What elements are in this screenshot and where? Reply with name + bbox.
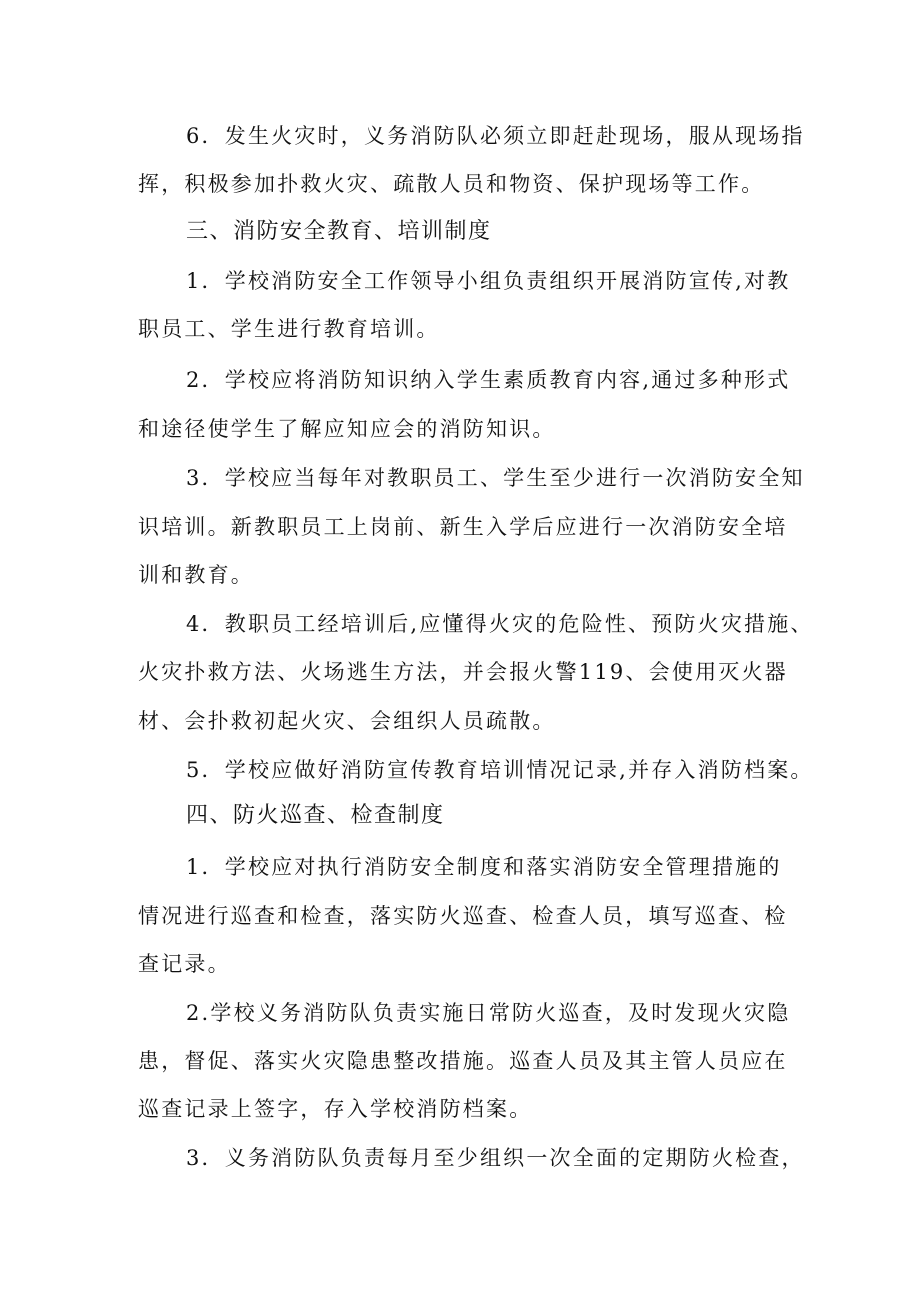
section-3-item-3-line-1: 3．学校应当每年对教职员工、学生至少进行一次消防安全知 xyxy=(186,466,805,490)
section-3-item-5-line-1: 5．学校应做好消防宣传教育培训情况记录,并存入消防档案。 xyxy=(186,758,814,782)
section-4-item-1-line-1: 1．学校应对执行消防安全制度和落实消防安全管理措施的 xyxy=(186,855,782,879)
section-4-item-2-line-1: 2.学校义务消防队负责实施日常防火巡查，及时发现火灾隐 xyxy=(186,1001,791,1025)
section-3-item-3-line-2: 识培训。新教职员工上岗前、新生入学后应进行一次消防安全培 xyxy=(138,515,788,539)
section-4-item-2-line-2: 患，督促、落实火灾隐患整改措施。巡查人员及其主管人员应在 xyxy=(138,1049,788,1073)
section-3-item-2-line-1: 2．学校应将消防知识纳入学生素质教育内容,通过多种形式 xyxy=(186,368,791,392)
paragraph-6-line-2: 挥，积极参加扑救火灾、疏散人员和物资、保护现场等工作。 xyxy=(138,172,765,196)
section-4-item-1-line-2: 情况进行巡查和检查，落实防火巡查、检查人员，填写巡查、检 xyxy=(138,904,788,928)
section-3-item-4-line-3: 材、会扑救初起火灾、会组织人员疏散。 xyxy=(138,709,556,733)
section-3-item-1-line-2: 职员工、学生进行教育培训。 xyxy=(138,317,440,341)
section-3-item-1-line-1: 1．学校消防安全工作领导小组负责组织开展消防宣传,对教 xyxy=(186,269,791,293)
section-4-item-1-line-3: 查记录。 xyxy=(138,952,231,976)
paragraph-6-line-1: 6．发生火灾时，义务消防队必须立即赶赴现场，服从现场指 xyxy=(186,124,805,148)
section-3-item-4-line-2: 火灾扑救方法、火场逃生方法，并会报火警119、会使用灭火器 xyxy=(138,660,788,684)
section-3-item-4-line-1: 4．教职员工经培训后,应懂得火灾的危险性、预防火灾措施、 xyxy=(186,612,814,636)
section-4-item-3-line-1: 3．义务消防队负责每月至少组织一次全面的定期防火检查， xyxy=(186,1146,805,1170)
section-3-item-2-line-2: 和途径使学生了解应知应会的消防知识。 xyxy=(138,417,556,441)
section-4-heading: 四、防火巡查、检查制度 xyxy=(186,803,445,828)
section-3-heading: 三、消防安全教育、培训制度 xyxy=(186,219,492,244)
section-4-item-2-line-3: 巡查记录上签字，存入学校消防档案。 xyxy=(138,1097,533,1121)
section-3-item-3-line-3: 训和教育。 xyxy=(138,563,254,587)
